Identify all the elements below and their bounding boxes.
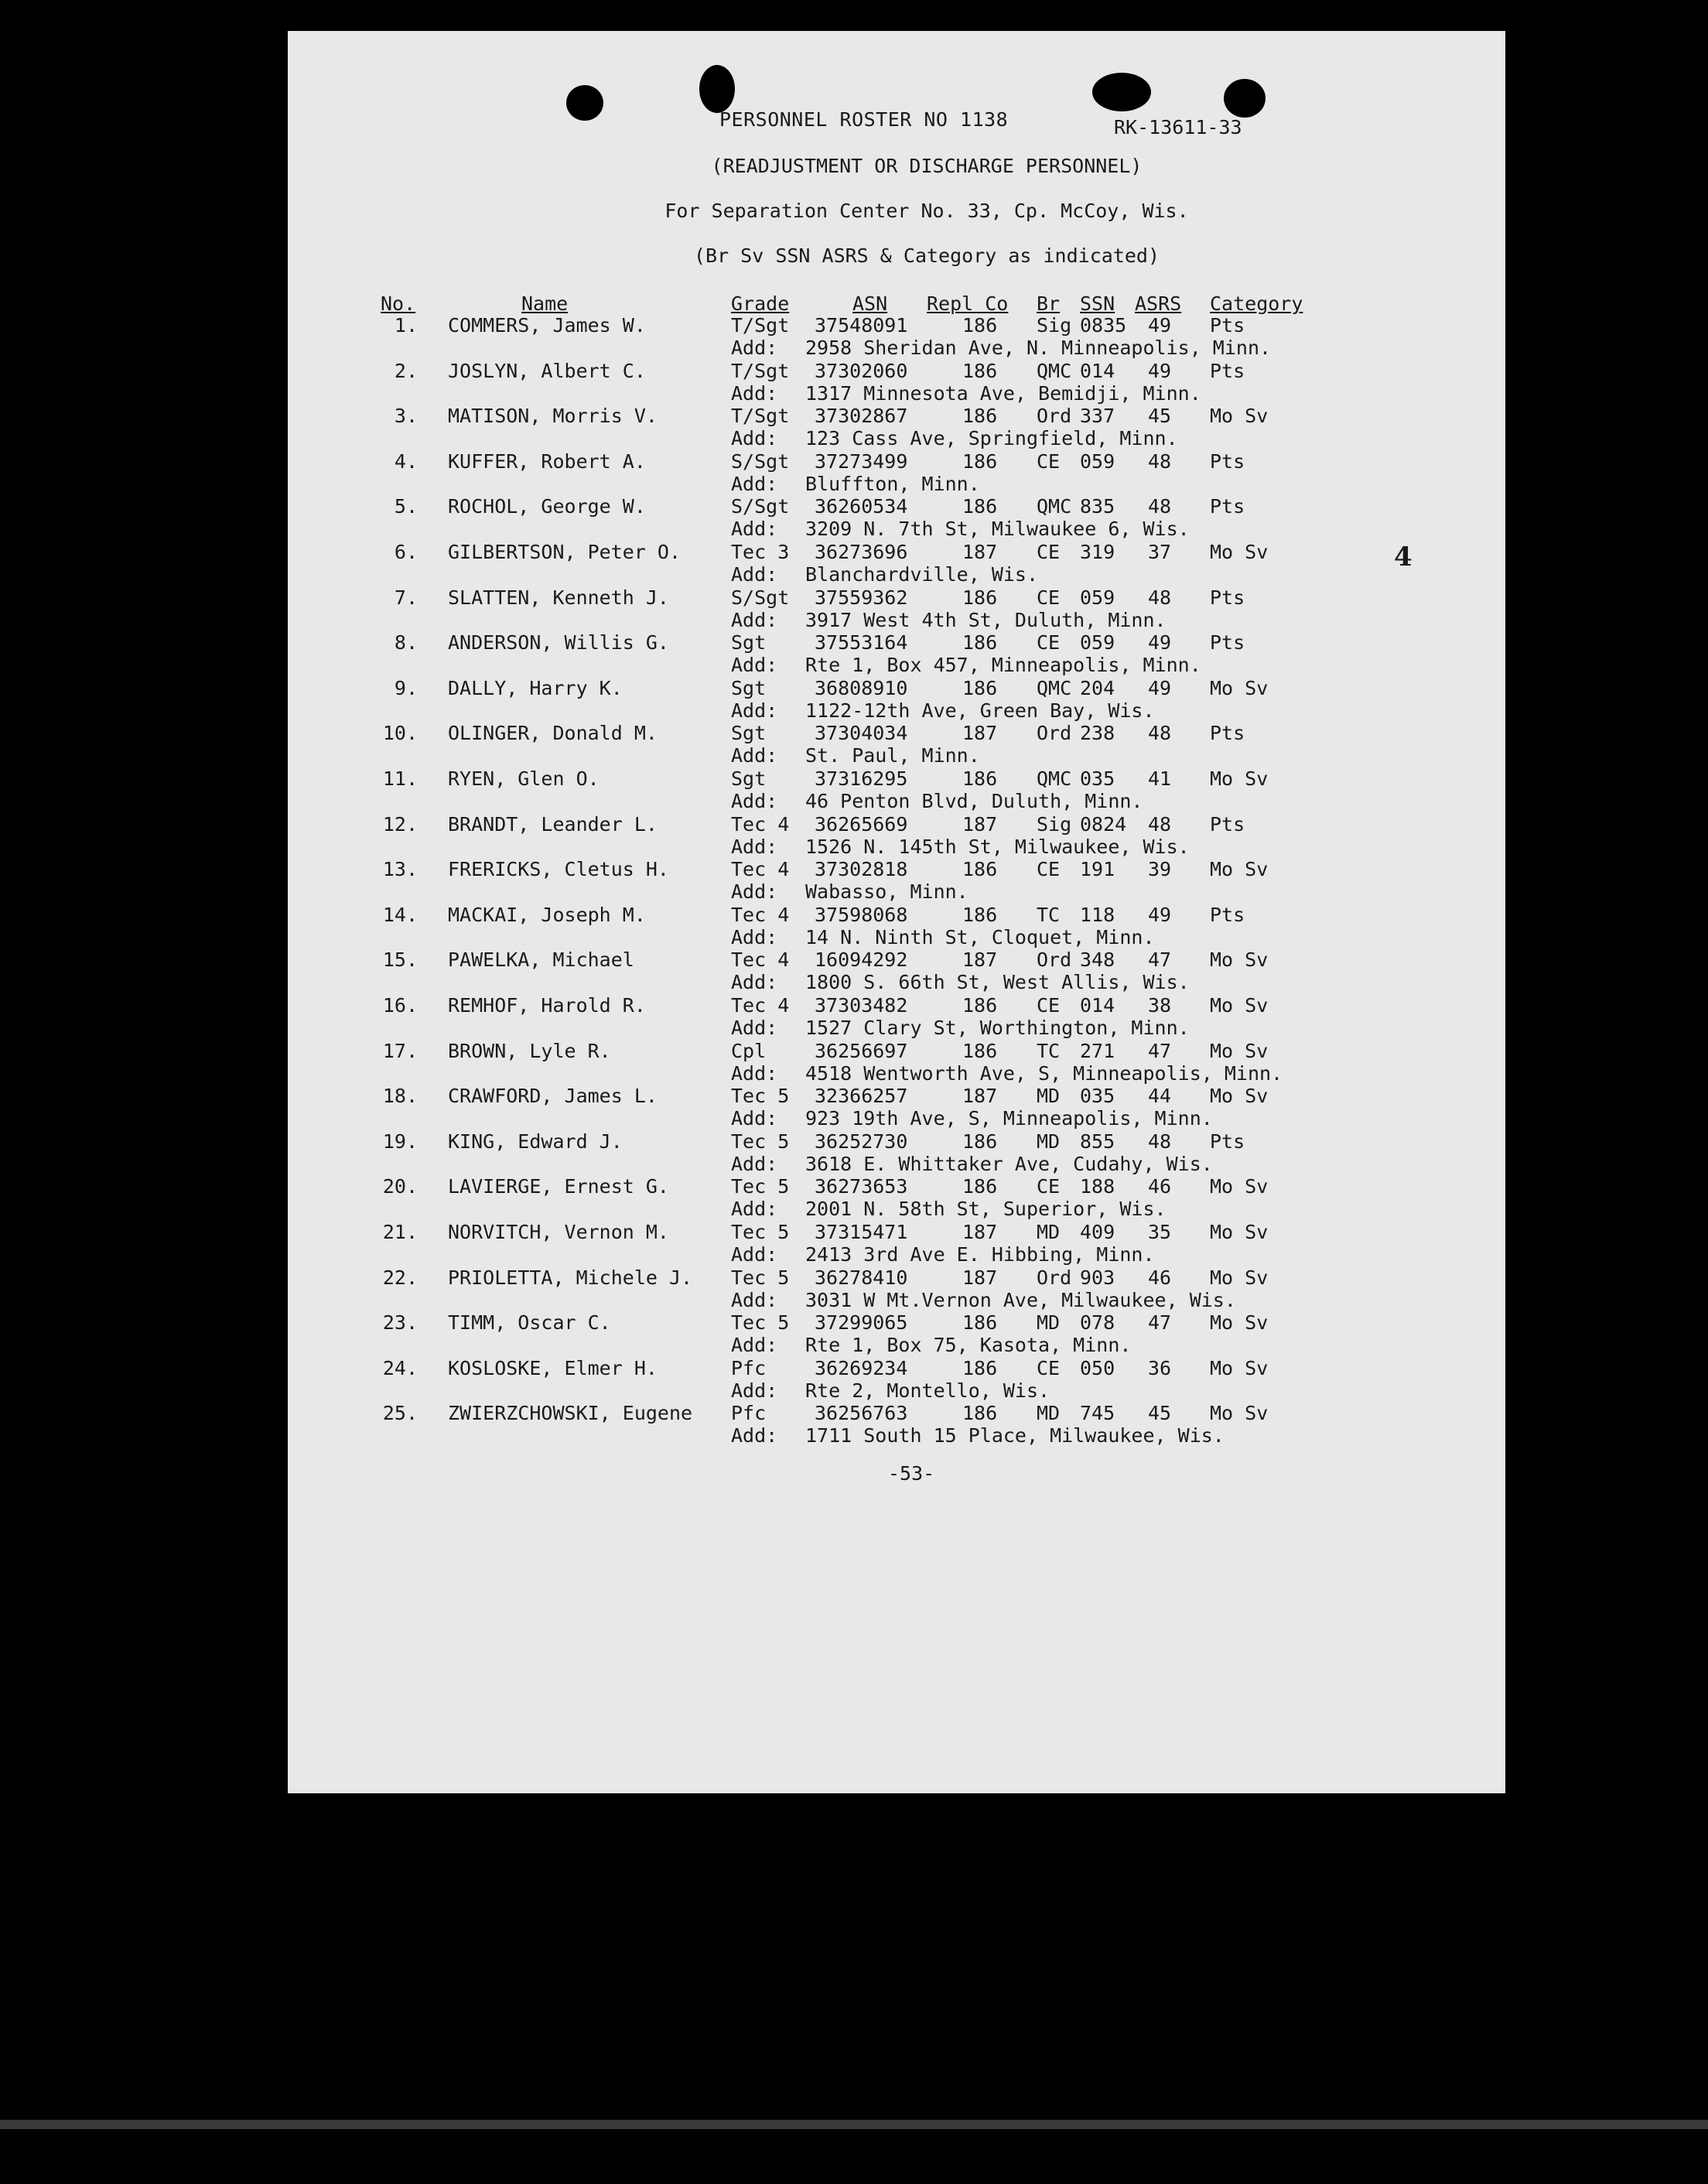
entry-asrs: 49 <box>1148 359 1172 382</box>
entry-branch: Sig <box>1037 314 1072 337</box>
entry-category: Mo Sv <box>1210 948 1269 972</box>
entry-branch: QMC <box>1037 767 1072 790</box>
entry-category: Mo Sv <box>1210 858 1269 881</box>
roster-title: PERSONNEL ROSTER NO 1138 <box>719 108 1009 131</box>
entry-name: ROCHOL, George W. <box>448 495 646 518</box>
entry-asrs: 49 <box>1148 631 1172 655</box>
entry-name: MACKAI, Joseph M. <box>448 903 646 926</box>
address-label: Add: <box>731 337 778 359</box>
entry-address: 1711 South 15 Place, Milwaukee, Wis. <box>805 1424 1225 1447</box>
entry-address: 3209 N. 7th St, Milwaukee 6, Wis. <box>805 518 1190 541</box>
entry-grade: Tec 5 <box>731 1311 790 1335</box>
entry-address: St. Paul, Minn. <box>805 744 980 767</box>
entry-asn: 37559362 <box>815 586 908 609</box>
entry-repl-co: 186 <box>962 858 998 881</box>
address-label: Add: <box>731 608 778 631</box>
entry-asrs: 46 <box>1148 1266 1172 1289</box>
entry-name: COMMERS, James W. <box>448 314 646 337</box>
entry-asrs: 36 <box>1148 1356 1172 1379</box>
entry-repl-co: 186 <box>962 586 998 609</box>
address-label: Add: <box>731 790 778 812</box>
entry-repl-co: 186 <box>962 1356 998 1379</box>
entry-asrs: 49 <box>1148 314 1172 337</box>
entry-asn: 37303482 <box>815 994 908 1017</box>
entry-repl-co: 186 <box>962 449 998 473</box>
entry-category: Mo Sv <box>1210 1221 1269 1243</box>
entry-repl-co: 186 <box>962 1130 998 1153</box>
entry-branch: MD <box>1037 1130 1061 1153</box>
margin-mark: 4 <box>1394 542 1413 572</box>
entry-ssn: 745 <box>1080 1402 1115 1425</box>
entry-address: Wabasso, Minn. <box>805 880 968 904</box>
entry-address: Rte 2, Montello, Wis. <box>805 1379 1050 1402</box>
entry-grade: Sgt <box>731 631 767 655</box>
entry-branch: TC <box>1037 1039 1061 1062</box>
entry-address: 1526 N. 145th St, Milwaukee, Wis. <box>805 835 1190 858</box>
entry-asn: 37316295 <box>815 767 908 790</box>
entry-repl-co: 187 <box>962 812 998 836</box>
entry-asn: 36278410 <box>815 1266 908 1289</box>
address-label: Add: <box>731 427 778 450</box>
entry-asrs: 39 <box>1148 858 1172 881</box>
entry-asn: 37304034 <box>815 722 908 745</box>
entry-name: SLATTEN, Kenneth J. <box>448 586 669 609</box>
entry-grade: Sgt <box>731 722 767 745</box>
address-label: Add: <box>731 971 778 994</box>
entry-name: NORVITCH, Vernon M. <box>448 1221 669 1243</box>
entry-category: Pts <box>1210 903 1245 926</box>
entry-number: 14. <box>382 903 418 926</box>
entry-ssn: 409 <box>1080 1221 1115 1243</box>
entry-asn: 37299065 <box>815 1311 908 1335</box>
entry-asrs: 48 <box>1148 495 1172 518</box>
entry-grade: Sgt <box>731 676 767 699</box>
entry-name: JOSLYN, Albert C. <box>448 359 646 382</box>
entry-ssn: 238 <box>1080 722 1115 745</box>
entry-category: Pts <box>1210 631 1245 655</box>
entry-name: BROWN, Lyle R. <box>448 1039 611 1062</box>
entry-asn: 36265669 <box>815 812 908 836</box>
entry-category: Pts <box>1210 722 1245 745</box>
entry-grade: Cpl <box>731 1039 767 1062</box>
entry-asrs: 47 <box>1148 1039 1172 1062</box>
entry-number: 2. <box>394 359 418 382</box>
entry-address: 2958 Sheridan Ave, N. Minneapolis, Minn. <box>805 337 1272 359</box>
entry-grade: T/Sgt <box>731 359 790 382</box>
entry-asn: 37315471 <box>815 1221 908 1243</box>
entry-ssn: 118 <box>1080 903 1115 926</box>
entry-ssn: 271 <box>1080 1039 1115 1062</box>
entry-number: 20. <box>382 1175 418 1198</box>
entry-ssn: 835 <box>1080 495 1115 518</box>
entry-name: GILBERTSON, Peter O. <box>448 541 681 563</box>
header-br: Br <box>1037 292 1061 315</box>
entry-ssn: 188 <box>1080 1175 1115 1198</box>
entry-number: 10. <box>382 722 418 745</box>
entry-address: 14 N. Ninth St, Cloquet, Minn. <box>805 925 1155 948</box>
address-label: Add: <box>731 381 778 405</box>
entry-branch: CE <box>1037 631 1061 655</box>
entry-category: Mo Sv <box>1210 541 1269 563</box>
entry-asrs: 44 <box>1148 1085 1172 1108</box>
entry-branch: QMC <box>1037 676 1072 699</box>
entry-grade: Pfc <box>731 1402 767 1425</box>
entry-number: 21. <box>382 1221 418 1243</box>
entry-asrs: 48 <box>1148 449 1172 473</box>
entry-grade: Tec 5 <box>731 1085 790 1108</box>
entry-ssn: 204 <box>1080 676 1115 699</box>
entry-asrs: 45 <box>1148 1402 1172 1425</box>
entry-asn: 37302867 <box>815 405 908 428</box>
entry-grade: T/Sgt <box>731 405 790 428</box>
punch-hole <box>566 85 603 121</box>
entry-address: 2413 3rd Ave E. Hibbing, Minn. <box>805 1243 1155 1266</box>
header-name: Name <box>521 292 569 315</box>
address-label: Add: <box>731 563 778 586</box>
entry-category: Mo Sv <box>1210 1039 1269 1062</box>
entry-repl-co: 186 <box>962 314 998 337</box>
entry-ssn: 348 <box>1080 948 1115 972</box>
entry-repl-co: 186 <box>962 631 998 655</box>
entry-category: Mo Sv <box>1210 676 1269 699</box>
entry-address: 1122-12th Ave, Green Bay, Wis. <box>805 699 1155 722</box>
header-grade: Grade <box>731 292 790 315</box>
entry-ssn: 337 <box>1080 405 1115 428</box>
entry-asn: 37553164 <box>815 631 908 655</box>
entry-asn: 36808910 <box>815 676 908 699</box>
entry-name: OLINGER, Donald M. <box>448 722 658 745</box>
entry-ssn: 903 <box>1080 1266 1115 1289</box>
entry-name: TIMM, Oscar C. <box>448 1311 611 1335</box>
entry-branch: MD <box>1037 1311 1061 1335</box>
entry-number: 19. <box>382 1130 418 1153</box>
entry-address: 123 Cass Ave, Springfield, Minn. <box>805 427 1178 450</box>
entry-name: KUFFER, Robert A. <box>448 449 646 473</box>
entry-asrs: 48 <box>1148 586 1172 609</box>
address-label: Add: <box>731 699 778 722</box>
entry-asn: 36252730 <box>815 1130 908 1153</box>
entry-address: 1527 Clary St, Worthington, Minn. <box>805 1017 1190 1039</box>
entry-ssn: 014 <box>1080 359 1115 382</box>
header-ssn: SSN <box>1080 292 1115 315</box>
entry-address: Blanchardville, Wis. <box>805 563 1039 586</box>
entry-address: 2001 N. 58th St, Superior, Wis. <box>805 1198 1167 1221</box>
entry-ssn: 059 <box>1080 631 1115 655</box>
entry-repl-co: 187 <box>962 722 998 745</box>
entry-repl-co: 186 <box>962 1175 998 1198</box>
entry-category: Pts <box>1210 359 1245 382</box>
entry-ssn: 059 <box>1080 449 1115 473</box>
entry-asn: 36256763 <box>815 1402 908 1425</box>
entry-name: PRIOLETTA, Michele J. <box>448 1266 693 1289</box>
entry-category: Pts <box>1210 812 1245 836</box>
entry-asrs: 48 <box>1148 722 1172 745</box>
entry-repl-co: 187 <box>962 1221 998 1243</box>
entry-asrs: 49 <box>1148 903 1172 926</box>
entry-ssn: 059 <box>1080 586 1115 609</box>
roster-code: RK-13611-33 <box>1114 116 1242 138</box>
punch-hole <box>699 65 735 113</box>
entry-grade: Tec 5 <box>731 1266 790 1289</box>
address-label: Add: <box>731 1424 778 1447</box>
entry-name: ANDERSON, Willis G. <box>448 631 669 655</box>
entry-repl-co: 186 <box>962 676 998 699</box>
entry-grade: Sgt <box>731 767 767 790</box>
entry-branch: CE <box>1037 541 1061 563</box>
entry-asn: 16094292 <box>815 948 908 972</box>
entry-repl-co: 187 <box>962 1085 998 1108</box>
entry-ssn: 050 <box>1080 1356 1115 1379</box>
entry-category: Mo Sv <box>1210 1356 1269 1379</box>
entry-branch: Ord <box>1037 722 1072 745</box>
entry-address: 923 19th Ave, S, Minneapolis, Minn. <box>805 1107 1213 1130</box>
entry-category: Pts <box>1210 586 1245 609</box>
entry-asrs: 41 <box>1148 767 1172 790</box>
entry-number: 16. <box>382 994 418 1017</box>
separation-center-line: For Separation Center No. 33, Cp. McCoy, Wis. <box>664 200 1189 222</box>
page-number: -53- <box>888 1462 935 1485</box>
entry-category: Mo Sv <box>1210 994 1269 1017</box>
address-label: Add: <box>731 1198 778 1221</box>
entry-number: 24. <box>382 1356 418 1379</box>
column-headers <box>288 292 1303 315</box>
entry-asn: 36260534 <box>815 495 908 518</box>
indication-note: (Br Sv SSN ASRS & Category as indicated) <box>693 244 1160 267</box>
roster-subtitle: (READJUSTMENT OR DISCHARGE PERSONNEL) <box>711 155 1143 177</box>
entry-asrs: 45 <box>1148 405 1172 428</box>
entry-number: 1. <box>394 314 418 337</box>
entry-category: Pts <box>1210 314 1245 337</box>
entry-ssn: 035 <box>1080 767 1115 790</box>
entry-grade: Tec 5 <box>731 1130 790 1153</box>
entry-branch: Ord <box>1037 405 1072 428</box>
entry-branch: QMC <box>1037 495 1072 518</box>
entry-address: 3618 E. Whittaker Ave, Cudahy, Wis. <box>805 1152 1213 1175</box>
entry-name: RYEN, Glen O. <box>448 767 600 790</box>
entry-name: LAVIERGE, Ernest G. <box>448 1175 669 1198</box>
address-label: Add: <box>731 925 778 948</box>
entry-address: 3031 W Mt.Vernon Ave, Milwaukee, Wis. <box>805 1288 1236 1311</box>
entry-number: 6. <box>394 541 418 563</box>
entry-number: 5. <box>394 495 418 518</box>
entry-branch: CE <box>1037 1356 1061 1379</box>
entry-address: 4518 Wentworth Ave, S, Minneapolis, Minn. <box>805 1061 1283 1085</box>
entry-name: ZWIERZCHOWSKI, Eugene <box>448 1402 693 1425</box>
entry-branch: CE <box>1037 449 1061 473</box>
address-label: Add: <box>731 1379 778 1402</box>
entry-ssn: 319 <box>1080 541 1115 563</box>
entry-ssn: 035 <box>1080 1085 1115 1108</box>
entry-asn: 37598068 <box>815 903 908 926</box>
header-asrs: ASRS <box>1135 292 1182 315</box>
entry-grade: Tec 4 <box>731 858 790 881</box>
punch-hole <box>1092 73 1151 111</box>
entry-asn: 37548091 <box>815 314 908 337</box>
entry-branch: CE <box>1037 994 1061 1017</box>
entry-number: 17. <box>382 1039 418 1062</box>
entry-asn: 36273696 <box>815 541 908 563</box>
entry-branch: MD <box>1037 1085 1061 1108</box>
entry-grade: Tec 3 <box>731 541 790 563</box>
entry-asrs: 49 <box>1148 676 1172 699</box>
entry-category: Mo Sv <box>1210 1085 1269 1108</box>
entry-repl-co: 186 <box>962 359 998 382</box>
entry-name: CRAWFORD, James L. <box>448 1085 658 1108</box>
address-label: Add: <box>731 1107 778 1130</box>
entry-category: Mo Sv <box>1210 1402 1269 1425</box>
entry-address: 46 Penton Blvd, Duluth, Minn. <box>805 790 1143 812</box>
entry-number: 12. <box>382 812 418 836</box>
roster-page <box>288 31 1505 1793</box>
entry-number: 7. <box>394 586 418 609</box>
entry-branch: CE <box>1037 586 1061 609</box>
entry-ssn: 014 <box>1080 994 1115 1017</box>
entry-number: 25. <box>382 1402 418 1425</box>
entry-branch: MD <box>1037 1221 1061 1243</box>
address-label: Add: <box>731 1017 778 1039</box>
entry-category: Pts <box>1210 495 1245 518</box>
entry-category: Mo Sv <box>1210 1175 1269 1198</box>
entry-branch: Ord <box>1037 1266 1072 1289</box>
address-label: Add: <box>731 1061 778 1085</box>
entry-branch: Ord <box>1037 948 1072 972</box>
header-repl-co: Repl Co <box>927 292 1009 315</box>
entry-category: Mo Sv <box>1210 1311 1269 1335</box>
entry-grade: Pfc <box>731 1356 767 1379</box>
entry-number: 22. <box>382 1266 418 1289</box>
entry-grade: T/Sgt <box>731 314 790 337</box>
entry-repl-co: 186 <box>962 903 998 926</box>
entry-number: 3. <box>394 405 418 428</box>
entry-category: Pts <box>1210 449 1245 473</box>
entry-address: Bluffton, Minn. <box>805 472 980 495</box>
header-category: Category <box>1210 292 1303 315</box>
entry-grade: S/Sgt <box>731 586 790 609</box>
entry-grade: Tec 4 <box>731 994 790 1017</box>
entry-name: FRERICKS, Cletus H. <box>448 858 669 881</box>
entry-name: BRANDT, Leander L. <box>448 812 658 836</box>
entry-asn: 36256697 <box>815 1039 908 1062</box>
entry-category: Pts <box>1210 1130 1245 1153</box>
entry-grade: Tec 5 <box>731 1175 790 1198</box>
entry-number: 15. <box>382 948 418 972</box>
entry-ssn: 0824 <box>1080 812 1127 836</box>
entry-name: REMHOF, Harold R. <box>448 994 646 1017</box>
entry-grade: Tec 5 <box>731 1221 790 1243</box>
entry-repl-co: 187 <box>962 541 998 563</box>
entry-repl-co: 186 <box>962 495 998 518</box>
entry-name: KOSLOSKE, Elmer H. <box>448 1356 658 1379</box>
entry-category: Mo Sv <box>1210 767 1269 790</box>
entry-repl-co: 187 <box>962 1266 998 1289</box>
address-label: Add: <box>731 654 778 677</box>
address-label: Add: <box>731 1288 778 1311</box>
entry-asn: 37302818 <box>815 858 908 881</box>
entry-asn: 32366257 <box>815 1085 908 1108</box>
entry-branch: Sig <box>1037 812 1072 836</box>
header-no: No. <box>381 292 416 315</box>
entry-asn: 36269234 <box>815 1356 908 1379</box>
entry-address: Rte 1, Box 75, Kasota, Minn. <box>805 1334 1132 1357</box>
entry-grade: S/Sgt <box>731 495 790 518</box>
entry-ssn: 191 <box>1080 858 1115 881</box>
entry-asrs: 37 <box>1148 541 1172 563</box>
entry-number: 9. <box>394 676 418 699</box>
entry-asrs: 35 <box>1148 1221 1172 1243</box>
header-asn: ASN <box>852 292 888 315</box>
entry-address: 3917 West 4th St, Duluth, Minn. <box>805 608 1167 631</box>
address-label: Add: <box>731 835 778 858</box>
punch-hole <box>1224 79 1266 118</box>
entry-asrs: 47 <box>1148 948 1172 972</box>
entry-asrs: 47 <box>1148 1311 1172 1335</box>
entry-grade: Tec 4 <box>731 948 790 972</box>
entry-category: Mo Sv <box>1210 405 1269 428</box>
entry-address: 1317 Minnesota Ave, Bemidji, Minn. <box>805 381 1201 405</box>
entry-number: 8. <box>394 631 418 655</box>
entry-ssn: 855 <box>1080 1130 1115 1153</box>
entry-branch: MD <box>1037 1402 1061 1425</box>
entry-branch: QMC <box>1037 359 1072 382</box>
address-label: Add: <box>731 472 778 495</box>
entry-repl-co: 186 <box>962 1039 998 1062</box>
entry-grade: Tec 4 <box>731 903 790 926</box>
entry-repl-co: 187 <box>962 948 998 972</box>
entry-number: 18. <box>382 1085 418 1108</box>
entry-number: 13. <box>382 858 418 881</box>
entry-branch: CE <box>1037 858 1061 881</box>
entry-repl-co: 186 <box>962 1311 998 1335</box>
entry-name: DALLY, Harry K. <box>448 676 623 699</box>
entry-branch: TC <box>1037 903 1061 926</box>
entry-asrs: 38 <box>1148 994 1172 1017</box>
entry-asrs: 48 <box>1148 812 1172 836</box>
entry-asn: 37302060 <box>815 359 908 382</box>
entry-category: Mo Sv <box>1210 1266 1269 1289</box>
entry-ssn: 078 <box>1080 1311 1115 1335</box>
entry-asn: 36273653 <box>815 1175 908 1198</box>
address-label: Add: <box>731 1152 778 1175</box>
entry-grade: S/Sgt <box>731 449 790 473</box>
entry-repl-co: 186 <box>962 405 998 428</box>
entry-repl-co: 186 <box>962 994 998 1017</box>
entry-number: 4. <box>394 449 418 473</box>
address-label: Add: <box>731 518 778 541</box>
entry-number: 11. <box>382 767 418 790</box>
address-label: Add: <box>731 744 778 767</box>
address-label: Add: <box>731 880 778 904</box>
entry-asrs: 46 <box>1148 1175 1172 1198</box>
entry-address: 1800 S. 66th St, West Allis, Wis. <box>805 971 1190 994</box>
entry-branch: CE <box>1037 1175 1061 1198</box>
entry-asn: 37273499 <box>815 449 908 473</box>
scan-edge-rule <box>0 2120 1708 2129</box>
entry-address: Rte 1, Box 457, Minneapolis, Minn. <box>805 654 1201 677</box>
entry-ssn: 0835 <box>1080 314 1127 337</box>
entry-name: MATISON, Morris V. <box>448 405 658 428</box>
address-label: Add: <box>731 1334 778 1357</box>
entry-asrs: 48 <box>1148 1130 1172 1153</box>
entry-name: PAWELKA, Michael <box>448 948 634 972</box>
address-label: Add: <box>731 1243 778 1266</box>
entry-repl-co: 186 <box>962 767 998 790</box>
entry-number: 23. <box>382 1311 418 1335</box>
entry-repl-co: 186 <box>962 1402 998 1425</box>
entry-grade: Tec 4 <box>731 812 790 836</box>
entry-name: KING, Edward J. <box>448 1130 623 1153</box>
